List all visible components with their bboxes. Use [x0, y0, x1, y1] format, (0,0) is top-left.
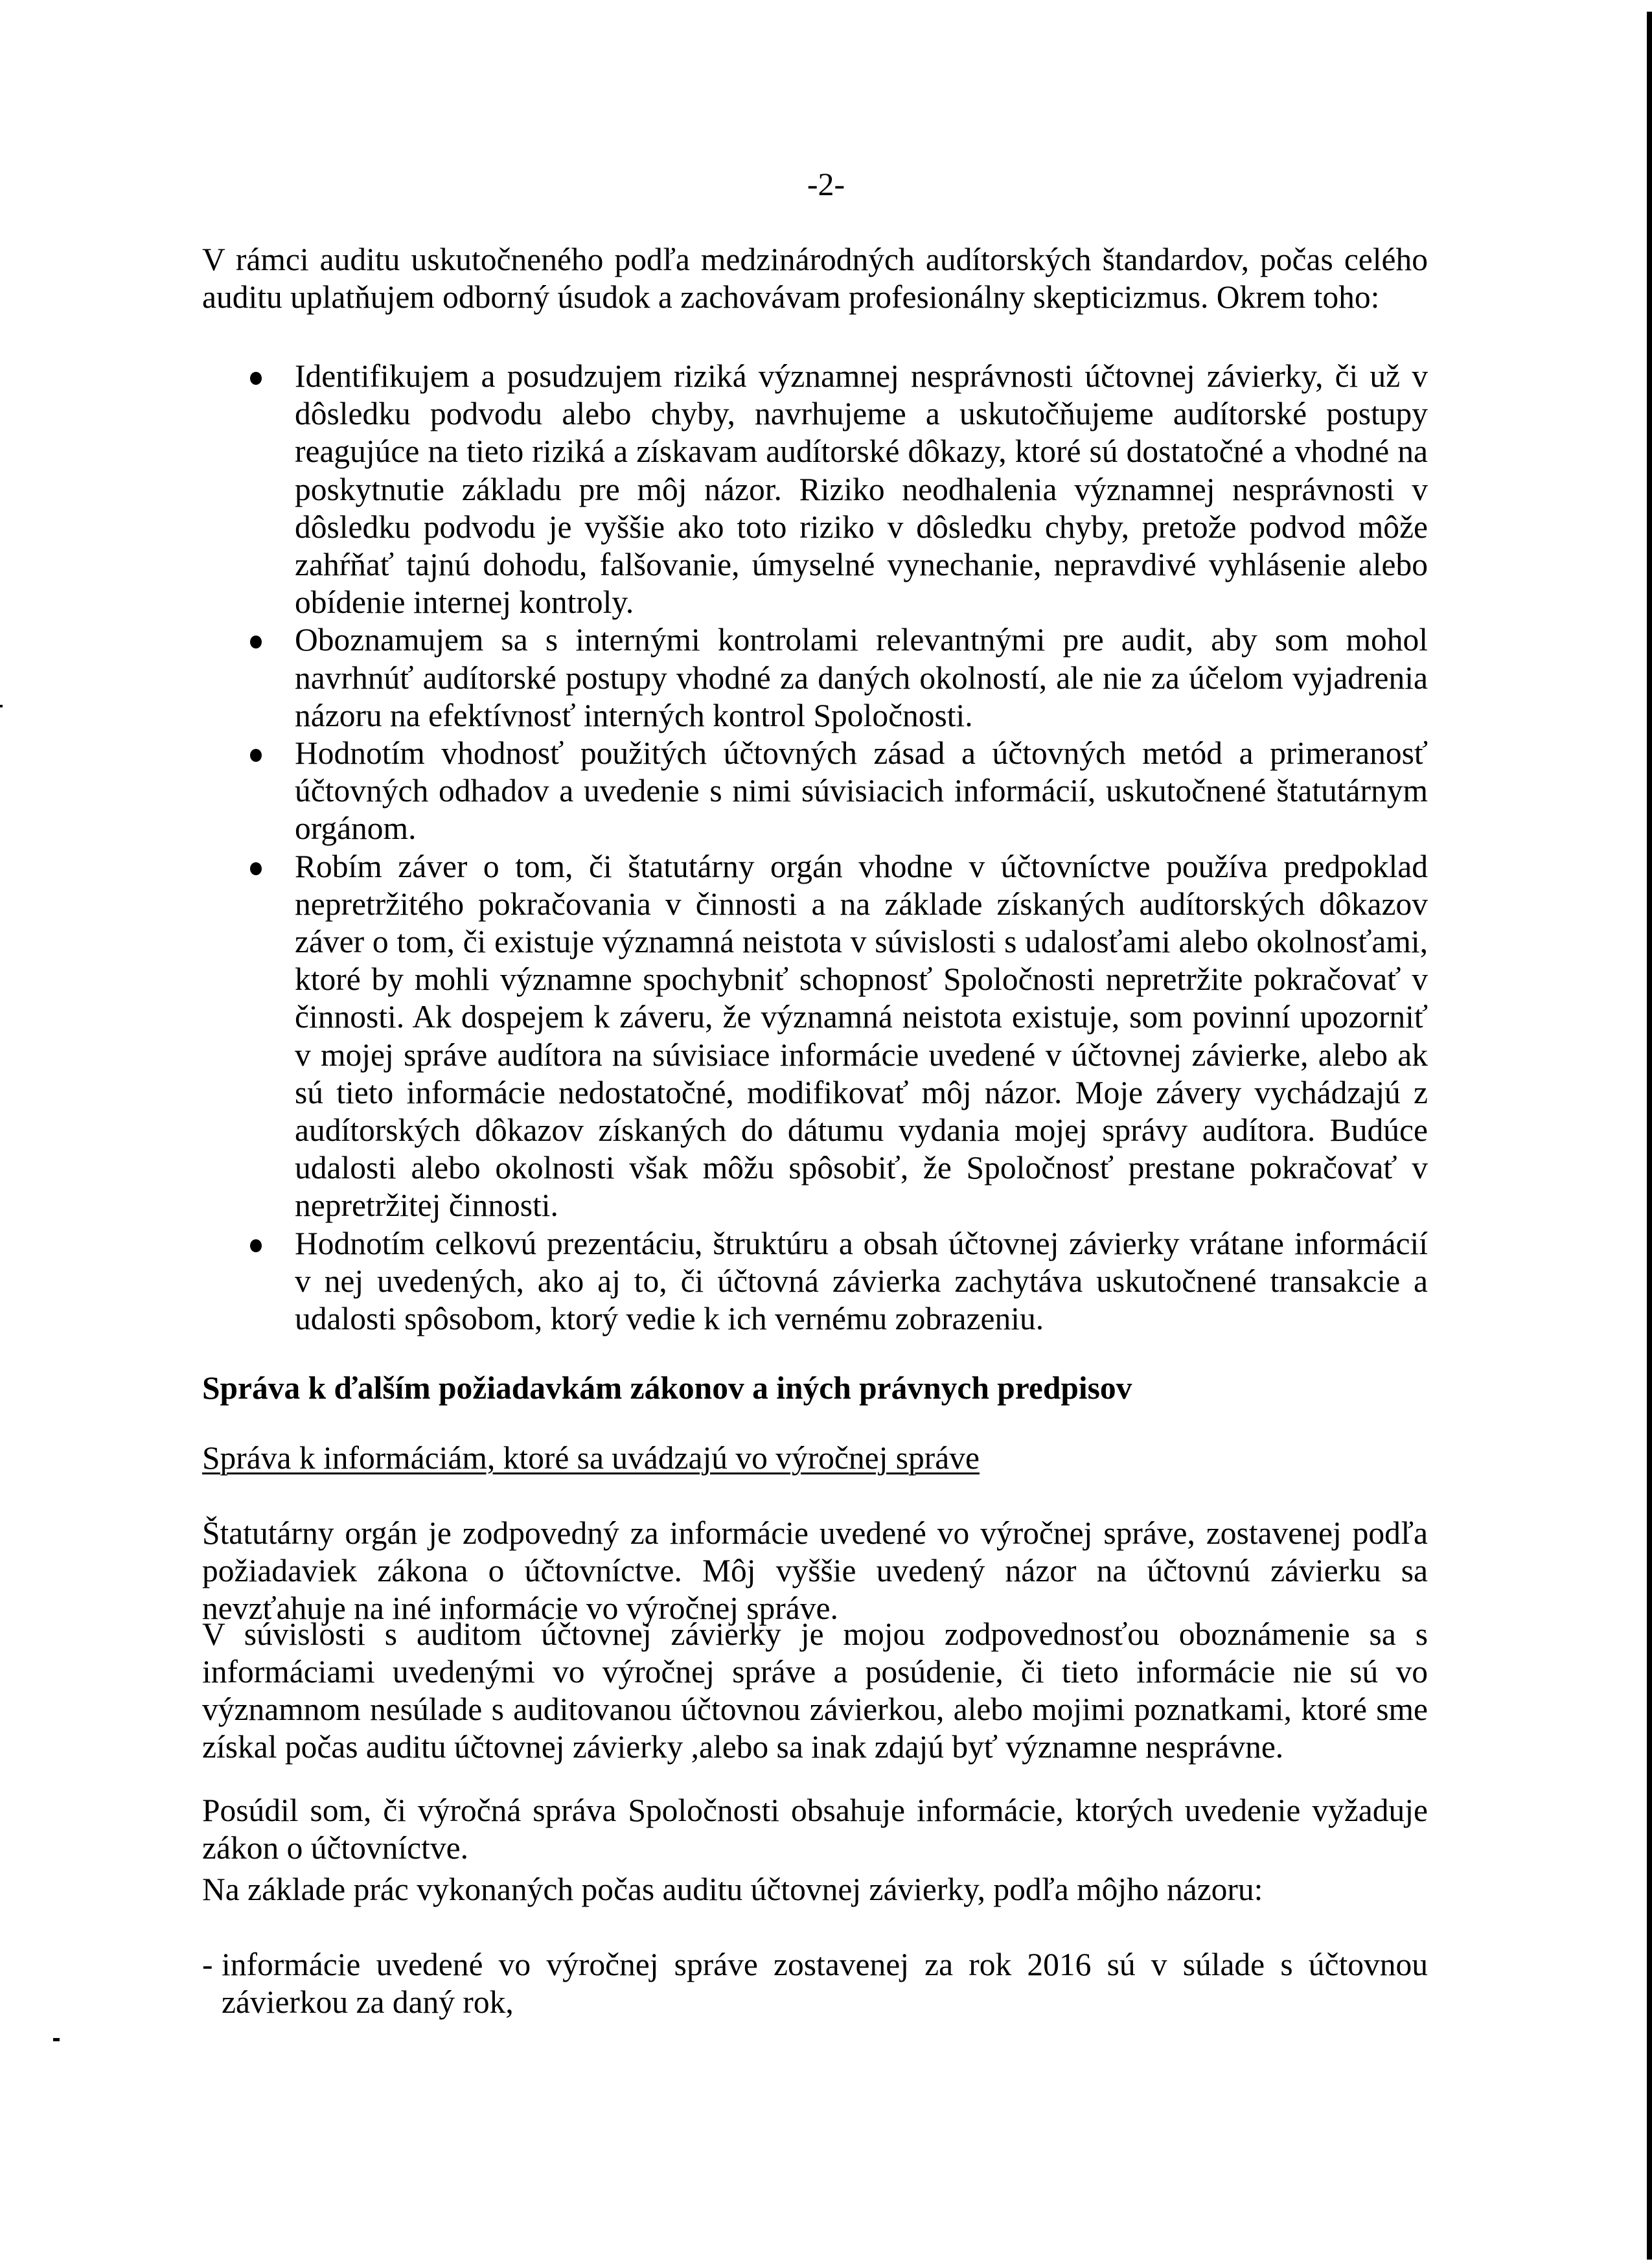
dash-list-item — [202, 1946, 1428, 2021]
paragraph-text: Posúdil som, či výročná správa Spoločnosti obsahuje informácie, ktorých uvedenie vyžaduje zákon o účtovníctve. — [202, 1793, 1428, 1866]
scan-edge-border — [1647, 12, 1652, 2260]
bullet-icon — [250, 749, 262, 762]
list-item-text: Hodnotím vhodnosť použitých účtovných zásad a účtovných metód a primeranosť účtovných odhadov a uvedenie s nimi súvisiacich informácií, uskutočnené štatutárnym orgánom. — [295, 735, 1428, 847]
intro-paragraph-text: V rámci auditu uskutočneného podľa medzinárodných audítorských štandardov, počas celého auditu uplatňujem odborný úsudok a zachovávam profesionálny skepticizmus. Okrem toho: — [202, 242, 1428, 315]
dash-list-item-text: informácie uvedené vo výročnej správe zostavenej za rok 2016 sú v súlade s účtovnou závierkou za daný rok, — [222, 1947, 1428, 2020]
list-item-text: Identifikujem a posudzujem riziká významnej nesprávnosti účtovnej závierky, či už v dôsledku podvodu alebo chyby, navrhujeme a uskutočňujeme audítorské postupy reagujúce na tieto riziká a získavam audítorské dôkazy, ktoré sú dostatočné a vhodné na poskytnutie základu pre môj názor. Riziko neodhalenia významnej nesprávnosti v dôsledku podvodu je vyššie ako toto riziko v dôsledku chyby, pretože podvod môže zahŕňať tajnú dohodu, falšovanie, úmyselné vynechanie, nepravdivé vyhlásenie alebo obídenie internej kontroly. — [295, 358, 1428, 621]
paragraph-text: Štatutárny orgán je zodpovedný za informácie uvedené vo výročnej správe, zostavenej podľa požiadaviek zákona o účtovníctve. Môj vyššie uvedený názor na účtovnú závierku sa nevzťahuje na iné informácie vo výročnej správe. — [202, 1515, 1428, 1626]
list-item-text: Hodnotím celkovú prezentáciu, štruktúru a obsah účtovnej závierky vrátane informácií v nej uvedených, ako aj to, či účtovná závierka zachytáva uskutočnené transakcie a udalosti spôsobom, ktorý vedie k ich vernému zobrazeniu. — [295, 1225, 1428, 1337]
list-item — [202, 735, 1428, 848]
bullet-icon — [250, 636, 262, 648]
page-number: -2- — [807, 166, 845, 202]
bullet-icon — [250, 862, 262, 875]
paragraph — [202, 1616, 1428, 1766]
audit-procedures-list — [202, 358, 1428, 1338]
paragraph — [202, 1871, 1428, 1908]
list-item — [202, 848, 1428, 1225]
section-heading: Správa k ďalším požiadavkám zákonov a iných právnych predpisov — [202, 1370, 1132, 1406]
bullet-icon — [250, 1239, 262, 1252]
list-item-text: Robím záver o tom, či štatutárny orgán vhodne v účtovníctve používa predpoklad nepretržitého pokračovania v činnosti a na základe získaných audítorských dôkazov záver o tom, či existuje významná neistota v súvislosti s udalosťami alebo okolnosťami, ktoré by mohli významne spochybniť schopnosť Spoločnosti nepretržite pokračovať v činnosti. Ak dospejem k záveru, že významná neistota existuje, som povinní upozorniť v mojej správe audítora na súvisiace informácie uvedené v účtovnej závierke, alebo ak sú tieto informácie nedostatočné, modifikovať môj názor. Moje závery vychádzajú z audítorských dôkazov získaných do dátumu vydania mojej správy audítora. Budúce udalosti alebo okolnosti však môžu spôsobiť, že Spoločnosť prestane pokračovať v nepretržitej činnosti. — [295, 848, 1428, 1224]
scan-speck — [0, 705, 3, 707]
paragraph — [202, 1515, 1428, 1627]
paragraph-text: Na základe prác vykonaných počas auditu účtovnej závierky, podľa môjho názoru: — [202, 1872, 1263, 1907]
list-item — [202, 621, 1428, 735]
paragraph-text: V súvislosti s auditom účtovnej závierky je mojou zodpovednosťou oboznámenie sa s informáciami uvedenými vo výročnej správe a posúdenie, či tieto informácie nie sú vo významnom nesúlade s auditovanou účtovnou závierkou, alebo mojimi poznatkami, ktoré sme získal počas auditu účtovnej závierky ,alebo sa inak zdajú byť významne nesprávne. — [202, 1616, 1428, 1765]
list-item-text: Oboznamujem sa s internými kontrolami relevantnými pre audit, aby som mohol navrhnúť audítorské postupy vhodné za daných okolností, ale nie za účelom vyjadrenia názoru na efektívnosť interných kontrol Spoločnosti. — [295, 622, 1428, 733]
scan-speck — [53, 2038, 60, 2041]
bullet-icon — [250, 372, 262, 385]
intro-paragraph — [202, 241, 1428, 316]
list-item — [202, 1225, 1428, 1338]
subsection-heading: Správa k informáciám, ktoré sa uvádzajú vo výročnej správe — [202, 1440, 980, 1476]
dash-marker: - — [202, 1947, 213, 1982]
list-item — [202, 358, 1428, 621]
paragraph — [202, 1792, 1428, 1867]
